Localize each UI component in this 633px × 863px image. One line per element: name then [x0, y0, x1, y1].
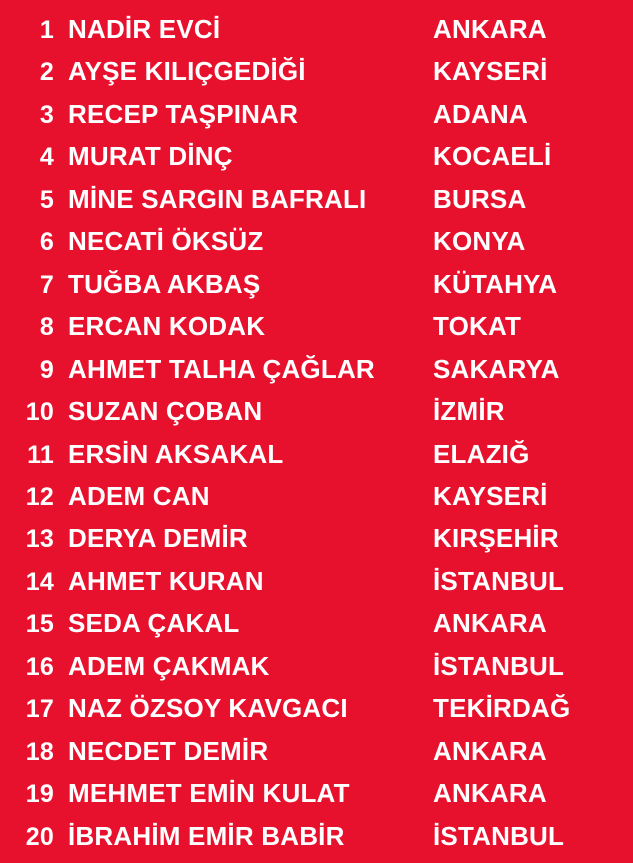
row-name: MEHMET EMİN KULAT [68, 778, 350, 809]
row-number: 18 [25, 737, 54, 766]
row-city: KÜTAHYA [433, 268, 558, 299]
row-name: SUZAN ÇOBAN [68, 396, 263, 427]
row-city: KOCAELİ [433, 141, 552, 172]
row-city: TEKİRDAĞ [433, 693, 571, 724]
row-city: SAKARYA [433, 353, 560, 384]
row-city: ADANA [433, 98, 528, 129]
row-number: 17 [25, 695, 54, 724]
list-item [0, 14, 633, 56]
row-number: 7 [39, 270, 54, 299]
row-city: ELAZIĞ [433, 438, 530, 469]
row-city: İSTANBUL [433, 820, 565, 851]
row-name: NECDET DEMİR [68, 735, 269, 766]
row-number: 15 [25, 610, 54, 639]
row-number: 4 [39, 143, 54, 172]
row-name: TUĞBA AKBAŞ [68, 268, 261, 299]
row-number: 6 [39, 228, 54, 257]
row-name: İBRAHİM EMİR BABİR [68, 820, 345, 851]
row-number: 19 [25, 780, 54, 809]
list-item [0, 523, 633, 565]
row-city: ANKARA [433, 14, 547, 44]
list-item [0, 608, 633, 650]
list-item [0, 566, 633, 608]
row-number: 16 [25, 652, 54, 681]
list-item [0, 439, 633, 481]
row-name: DERYA DEMİR [68, 523, 248, 554]
list-item [0, 821, 633, 863]
row-name: ERSİN AKSAKAL [68, 438, 284, 469]
row-name: ERCAN KODAK [68, 311, 266, 342]
row-name: AHMET TALHA ÇAĞLAR [68, 353, 375, 384]
row-number: 8 [39, 313, 54, 342]
list-item [0, 396, 633, 438]
list-item [0, 226, 633, 268]
row-city: KONYA [433, 226, 526, 257]
row-number: 14 [25, 567, 54, 596]
row-name: MURAT DİNÇ [68, 141, 233, 172]
list-item [0, 481, 633, 523]
row-city: KAYSERİ [433, 480, 548, 511]
row-name: NECATİ ÖKSÜZ [68, 226, 264, 257]
row-name: NADİR EVCİ [68, 14, 221, 44]
row-name: MİNE SARGIN BAFRALI [68, 183, 367, 214]
row-city: İZMİR [433, 396, 505, 427]
row-number: 10 [25, 398, 54, 427]
row-number: 12 [25, 482, 54, 511]
row-name: ADEM ÇAKMAK [68, 650, 270, 681]
row-number: 2 [39, 58, 54, 87]
row-city: KIRŞEHİR [433, 523, 559, 554]
row-city: ANKARA [433, 608, 547, 639]
list-item [0, 778, 633, 820]
row-number: 5 [39, 185, 54, 214]
row-city: ANKARA [433, 735, 547, 766]
row-number: 9 [39, 355, 54, 384]
list-item [0, 184, 633, 226]
list-item [0, 651, 633, 693]
row-name: RECEP TAŞPINAR [68, 98, 299, 129]
row-number: 3 [39, 100, 54, 129]
row-number: 11 [27, 440, 54, 469]
list-item [0, 311, 633, 353]
list-item [0, 99, 633, 141]
list-item [0, 354, 633, 396]
row-city: İSTANBUL [433, 650, 565, 681]
row-number: 13 [25, 525, 54, 554]
list-item [0, 56, 633, 98]
list-item [0, 141, 633, 183]
row-number: 1 [39, 16, 54, 44]
row-city: BURSA [433, 183, 527, 214]
row-name: ADEM CAN [68, 480, 210, 511]
list-item [0, 269, 633, 311]
row-name: AHMET KURAN [68, 565, 264, 596]
list-item [0, 693, 633, 735]
row-name: NAZ ÖZSOY KAVGACI [68, 693, 348, 724]
row-city: TOKAT [433, 311, 522, 342]
list-item [0, 736, 633, 778]
row-city: KAYSERİ [433, 56, 548, 87]
row-city: İSTANBUL [433, 565, 565, 596]
row-name: SEDA ÇAKAL [68, 608, 240, 639]
row-name: AYŞE KILIÇGEDİĞİ [68, 56, 306, 87]
row-number: 20 [25, 822, 54, 851]
row-city: ANKARA [433, 778, 547, 809]
